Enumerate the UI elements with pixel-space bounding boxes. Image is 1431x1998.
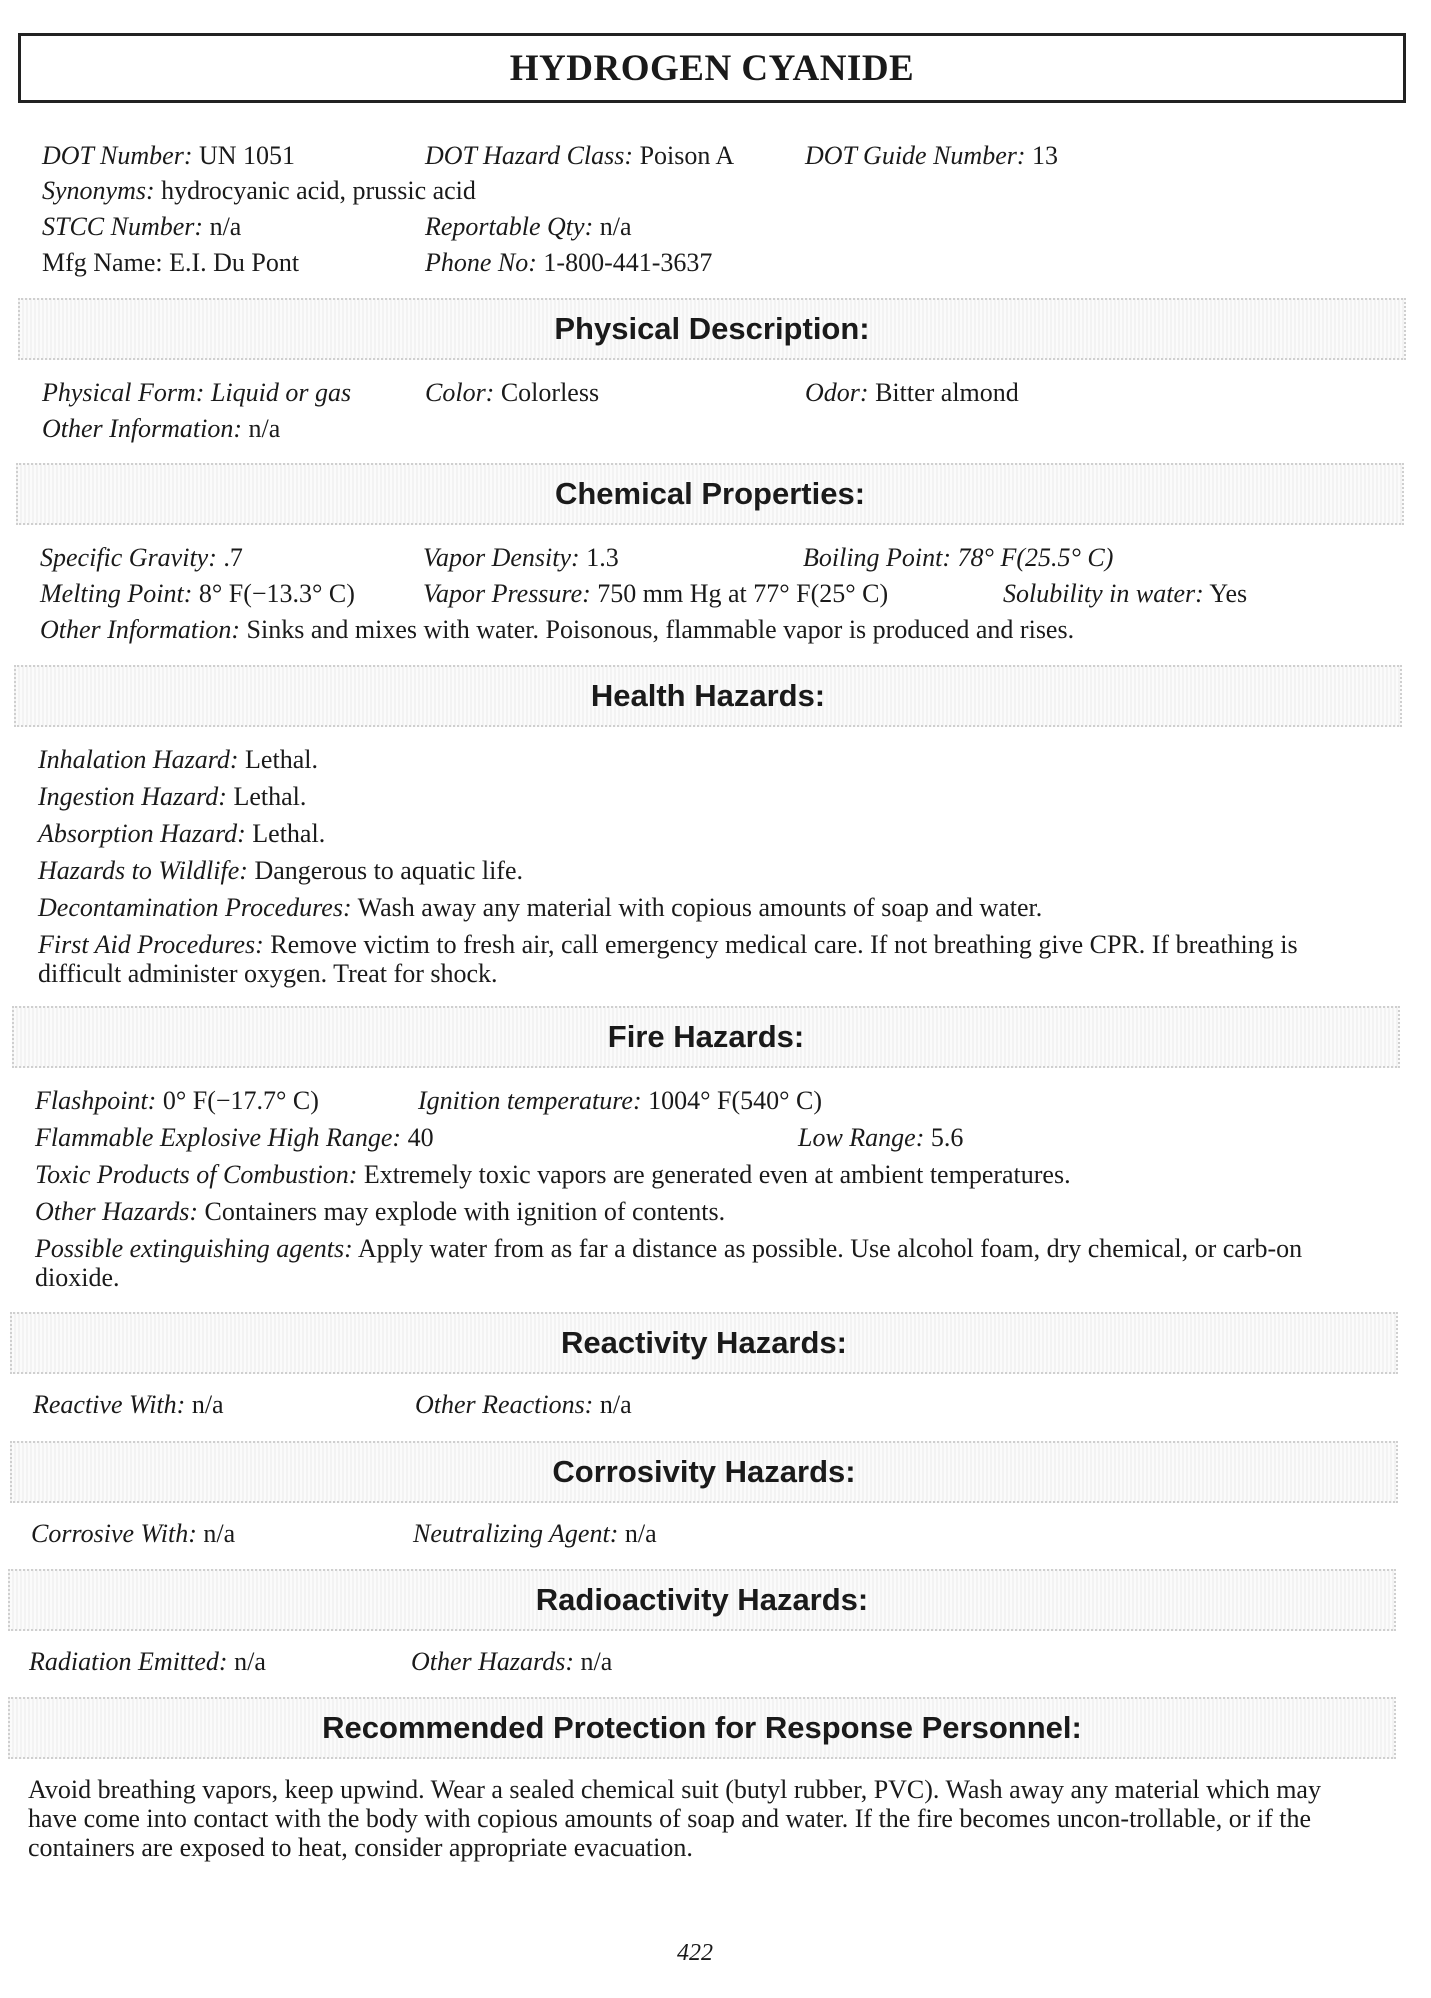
fire-other-hazards-label: Other Hazards: — [35, 1197, 198, 1226]
ignition-temperature-field — [418, 1086, 822, 1116]
physical-other-info-value: n/a — [248, 414, 281, 443]
health-hazards-heading: Health Hazards: — [14, 665, 1402, 727]
chemical-properties-heading: Chemical Properties: — [16, 463, 1404, 525]
physical-other-info-field — [42, 414, 280, 444]
high-range-value: 40 — [407, 1123, 434, 1152]
radiation-emitted-label: Radiation Emitted: — [29, 1647, 228, 1676]
chemical-other-info-label: Other Information: — [40, 615, 241, 644]
phone-number-value: 1-800-441-3637 — [543, 248, 713, 277]
radioactivity-other-hazards-label: Other Hazards: — [411, 1647, 574, 1676]
recommended-protection-text: Avoid breathing vapors, keep upwind. Wear a sealed chemical suit (butyl rubber, PVC). Wash away any material which may have come into contact with the body with copious amounts of soap and water. If the fire becomes uncon-trollable, or if the containers are exposed to heat, consider appropriate evacuation. — [28, 1775, 1321, 1862]
dot-guide-number-value: 13 — [1032, 141, 1059, 170]
radioactivity-other-hazards-field — [411, 1647, 612, 1677]
inhalation-hazard-label: Inhalation Hazard: — [38, 745, 239, 774]
vapor-density-value: 1.3 — [586, 543, 619, 572]
absorption-hazard-value: Lethal. — [252, 819, 326, 848]
flashpoint-label: Flashpoint: — [35, 1086, 157, 1115]
dot-hazard-class-value: Poison A — [639, 141, 735, 170]
synonyms-value: hydrocyanic acid, prussic acid — [161, 176, 476, 205]
vapor-density-label: Vapor Density: — [423, 543, 580, 572]
extinguishing-agents-value: Apply water from as far a distance as possible. Use alcohol foam, dry chemical, or carb-on dioxide. — [35, 1234, 1303, 1292]
ingestion-hazard-value: Lethal. — [233, 782, 307, 811]
vapor-density-field — [423, 543, 619, 573]
low-range-value: 5.6 — [930, 1123, 964, 1152]
corrosive-with-label: Corrosive With: — [31, 1519, 197, 1548]
neutralizing-agent-field — [413, 1519, 657, 1549]
toxic-products-value: Extremely toxic vapors are generated even at ambient temperatures. — [363, 1160, 1071, 1189]
other-reactions-field — [415, 1390, 632, 1420]
dot-number-value: UN 1051 — [198, 141, 296, 170]
synonyms-label: Synonyms: — [42, 176, 155, 205]
stcc-number-field — [42, 212, 241, 242]
synonyms-field — [42, 176, 476, 206]
odor-value: Bitter almond — [875, 378, 1019, 407]
chemical-other-info-field — [40, 615, 1074, 645]
reportable-qty-value: n/a — [599, 212, 632, 241]
chemical-other-info-value: Sinks and mixes with water. Poisonous, flammable vapor is produced and rises. — [246, 615, 1075, 644]
melting-point-field — [40, 579, 355, 609]
stcc-number-label: STCC Number: — [42, 212, 204, 241]
ignition-temperature-label: Ignition temperature: — [418, 1086, 642, 1115]
dot-hazard-class-label: DOT Hazard Class: — [425, 141, 634, 170]
corrosive-with-field — [31, 1519, 235, 1549]
stcc-number-value: n/a — [209, 212, 242, 241]
decontamination-field — [38, 893, 1042, 923]
first-aid-field — [38, 930, 1384, 988]
absorption-hazard-label: Absorption Hazard: — [38, 819, 246, 848]
reactivity-hazards-heading: Reactivity Hazards: — [10, 1312, 1398, 1374]
fire-other-hazards-field — [35, 1197, 725, 1227]
decontamination-label: Decontamination Procedures: — [38, 893, 352, 922]
wildlife-hazard-field — [38, 856, 523, 886]
phone-number-field — [425, 248, 712, 278]
corrosivity-hazards-heading: Corrosivity Hazards: — [10, 1441, 1398, 1503]
specific-gravity-field — [40, 543, 243, 573]
specific-gravity-label: Specific Gravity: — [40, 543, 217, 572]
melting-point-label: Melting Point: — [40, 579, 193, 608]
ingestion-hazard-label: Ingestion Hazard: — [38, 782, 227, 811]
reactive-with-field — [33, 1390, 224, 1420]
toxic-products-label: Toxic Products of Combustion: — [35, 1160, 358, 1189]
color-field — [425, 378, 599, 408]
vapor-pressure-field — [423, 579, 888, 609]
odor-field — [805, 378, 1019, 408]
radiation-emitted-value: n/a — [234, 1647, 266, 1676]
other-reactions-value: n/a — [599, 1390, 632, 1419]
low-range-field — [798, 1123, 963, 1153]
reportable-qty-field — [425, 212, 632, 242]
boiling-point-field: Boiling Point: 78° F(25.5° C) — [803, 543, 1114, 572]
dot-number-label: DOT Number: — [42, 141, 193, 170]
fire-hazards-heading: Fire Hazards: — [12, 1006, 1400, 1068]
wildlife-hazard-value: Dangerous to aquatic life. — [254, 856, 524, 885]
phone-number-label: Phone No: — [425, 248, 537, 277]
solubility-value: Yes — [1209, 579, 1248, 608]
decontamination-value: Wash away any material with copious amounts of soap and water. — [357, 893, 1043, 922]
high-range-label: Flammable Explosive High Range: — [35, 1123, 402, 1152]
ignition-temperature-value: 1004° F(540° C) — [648, 1086, 823, 1115]
radioactivity-hazards-heading: Radioactivity Hazards: — [8, 1569, 1396, 1631]
odor-label: Odor: — [805, 378, 869, 407]
solubility-label: Solubility in water: — [1003, 579, 1204, 608]
solubility-field — [1003, 579, 1247, 609]
physical-other-info-label: Other Information: — [42, 414, 243, 443]
flashpoint-field — [35, 1086, 319, 1116]
absorption-hazard-field — [38, 819, 325, 849]
flashpoint-value: 0° F(−17.7° C) — [162, 1086, 319, 1115]
dot-number-field — [42, 141, 295, 171]
document-title: HYDROGEN CYANIDE — [18, 33, 1406, 103]
color-value: Colorless — [500, 378, 600, 407]
dot-guide-number-field — [805, 141, 1058, 171]
neutralizing-agent-value: n/a — [624, 1519, 657, 1548]
dot-hazard-class-field — [425, 141, 734, 171]
extinguishing-agents-label: Possible extinguishing agents: — [35, 1234, 353, 1263]
reportable-qty-label: Reportable Qty: — [425, 212, 594, 241]
radioactivity-other-hazards-value: n/a — [580, 1647, 613, 1676]
color-label: Color: — [425, 378, 495, 407]
wildlife-hazard-label: Hazards to Wildlife: — [38, 856, 248, 885]
inhalation-hazard-field — [38, 745, 318, 775]
mfg-name-field: Mfg Name: E.I. Du Pont — [42, 248, 300, 277]
first-aid-value: Remove victim to fresh air, call emergency medical care. If not breathing give CPR. If breathing is difficult administer oxygen. Treat for shock. — [38, 930, 1298, 988]
reactive-with-label: Reactive With: — [33, 1390, 186, 1419]
vapor-pressure-label: Vapor Pressure: — [423, 579, 591, 608]
high-range-field — [35, 1123, 434, 1153]
vapor-pressure-value: 750 mm Hg at 77° F(25° C) — [597, 579, 889, 608]
recommended-protection-heading: Recommended Protection for Response Personnel: — [8, 1697, 1396, 1759]
reactive-with-value: n/a — [191, 1390, 224, 1419]
physical-form-field: Physical Form: Liquid or gas — [42, 378, 352, 407]
radiation-emitted-field — [29, 1647, 266, 1677]
inhalation-hazard-value: Lethal. — [245, 745, 318, 774]
extinguishing-agents-field — [35, 1234, 1385, 1292]
toxic-products-field — [35, 1160, 1071, 1190]
corrosive-with-value: n/a — [203, 1519, 236, 1548]
neutralizing-agent-label: Neutralizing Agent: — [413, 1519, 619, 1548]
fire-other-hazards-value: Containers may explode with ignition of contents. — [204, 1197, 726, 1226]
melting-point-value: 8° F(−13.3° C) — [198, 579, 355, 608]
physical-description-heading: Physical Description: — [18, 298, 1406, 360]
first-aid-label: First Aid Procedures: — [38, 930, 264, 959]
page-number: 422 — [677, 1940, 713, 1966]
low-range-label: Low Range: — [798, 1123, 925, 1152]
specific-gravity-value: .7 — [223, 543, 243, 572]
ingestion-hazard-field — [38, 782, 306, 812]
dot-guide-number-label: DOT Guide Number: — [805, 141, 1026, 170]
other-reactions-label: Other Reactions: — [415, 1390, 594, 1419]
